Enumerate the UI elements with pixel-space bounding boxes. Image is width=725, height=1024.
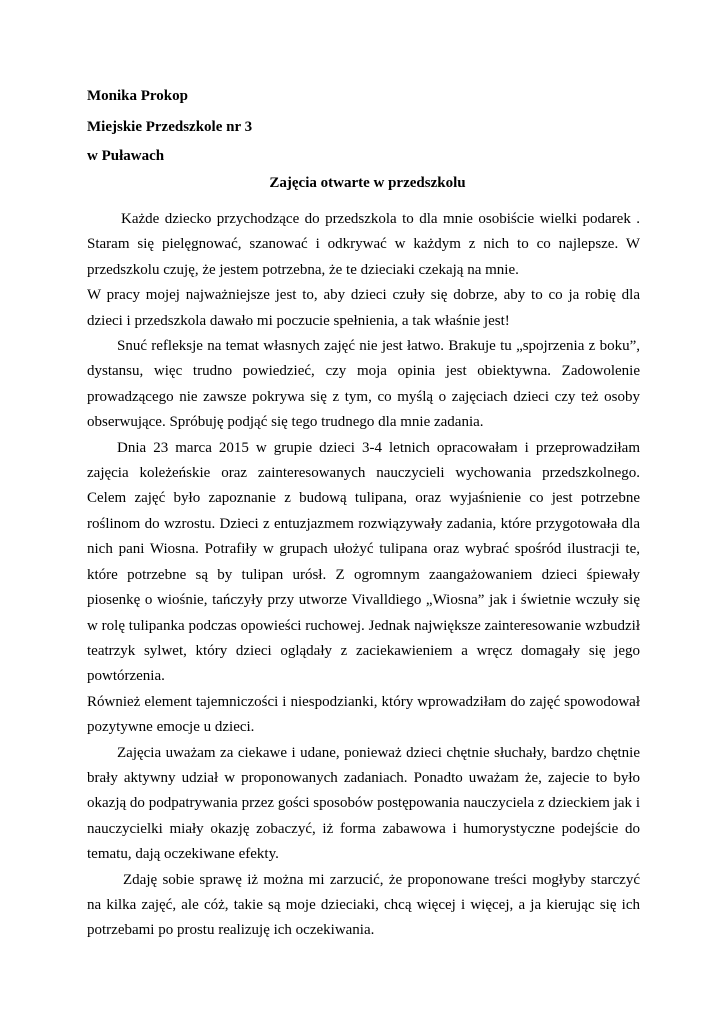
paragraph-4: Dnia 23 marca 2015 w grupie dzieci 3-4 letnich opracowałam i przeprowadziłam zajęcia koleżeńskie oraz zainteresowanych nauczycieli wychowania przedszkolnego. Celem zajęć było zapoznanie z budową tulipana, oraz wyjaśnienie co jest potrzebne roślinom do wzrostu. Dzieci z entuzjazmem rozwiązywały zadania, które przygotowała dla nich pani Wiosna. Potrafiły w grupach ułożyć tulipana oraz wybrać spośród ilustracji te, które potrzebne są by tulipan urósł. Z ogromnym zaangażowaniem dzieci śpiewały piosenkę o wiośnie, tańczyły przy utworze Vivalldiego „Wiosna” jak i świetnie wczuły się w rolę tulipanka podczas opowieści ruchowej. Jednak największe zainteresowanie wzbudził teatrzyk sylwet, który dzieci oglądały z zaciekawieniem a wręcz domagały się jego powtórzenia. [87, 439, 640, 685]
institution-name: Miejskie Przedszkole nr 3 [87, 119, 253, 135]
institution-city: w Puławach [87, 148, 165, 164]
paragraph-3: Snuć refleksje na temat własnych zajęć nie jest łatwo. Brakuje tu „spojrzenia z boku”, dystansu, więc trudno powiedzieć, czy moja opinia jest obiektywna. Zadowolenie prowadzącego nie zawsze pokrywa się z tym, co myślą o zajęciach dzieci czy też osoby obserwujące. Spróbuję podjąć się tego trudnego dla mnie zadania. [87, 338, 640, 431]
document-body [87, 207, 640, 944]
paragraph-2: W pracy mojej najważniejsze jest to, aby dzieci czuły się dobrze, aby to co ja robię dla dzieci i przedszkola dawało mi poczucie spełnienia, a tak właśnie jest! [87, 287, 640, 329]
author-name: Monika Prokop [87, 88, 188, 104]
paragraph-1: Każde dziecko przychodzące do przedszkola to dla mnie osobiście wielki podarek . Staram się pielęgnować, szanować i odkrywać w każdym z nich to co najlepsze. W przedszkolu czuję, że jestem potrzebna, że te dzieciaki czekają na mnie. [87, 211, 640, 278]
document-title: Zajęcia otwarte w przedszkolu [269, 175, 466, 191]
paragraph-5: Również element tajemniczości i niespodzianki, który wprowadziłam do zajęć spowodował pozytywne emocje u dzieci. [87, 693, 640, 736]
paragraph-7: Zdaję sobie sprawę iż można mi zarzucić, że proponowane treści mogłyby starczyć na kilka zajęć, ale cóż, takie są moje dzieciaki, chcą więcej i więcej, a ja kierując się ich potrzebami po prostu realizuję ich oczekiwania. [87, 871, 640, 939]
paragraph-6: Zajęcia uważam za ciekawe i udane, ponieważ dzieci chętnie słuchały, bardzo chętnie brały aktywny udział w proponowanych zadaniach. Ponadto uważam że, zajecie to było okazją do podpatrywania przez gości sposobów postępowania nauczyciela z dzieckiem jak i nauczycielki miały okazję zobaczyć, iż forma zabawowa i humorystyczne podejście do tematu, dają oczekiwane efekty. [87, 744, 640, 863]
